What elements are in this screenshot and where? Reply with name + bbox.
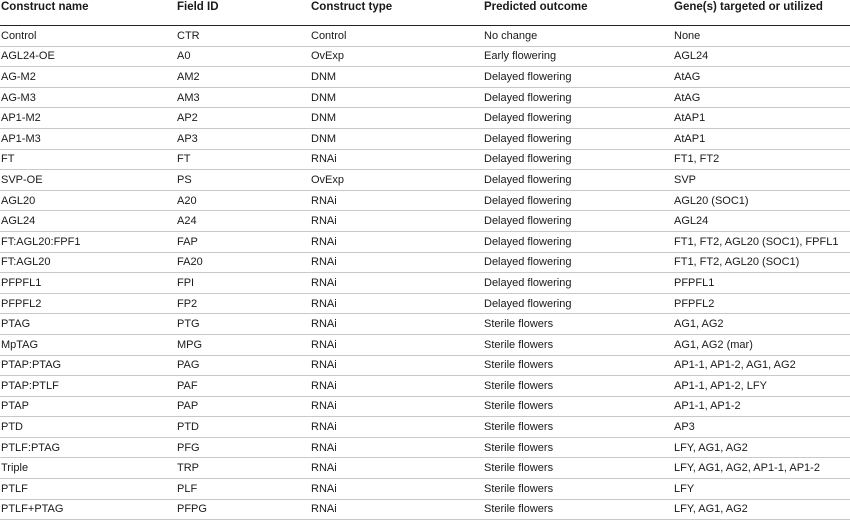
cell-field-id: AP2	[176, 108, 310, 129]
cell-field-id: PAP	[176, 396, 310, 417]
cell-genes: None	[673, 26, 850, 47]
header-construct-type: Construct type	[310, 0, 483, 26]
table-row	[0, 67, 850, 88]
cell-predicted-outcome: Delayed flowering	[483, 211, 673, 232]
cell-genes: FT1, FT2	[673, 149, 850, 170]
cell-field-id: FA20	[176, 252, 310, 273]
cell-genes: AG1, AG2	[673, 314, 850, 335]
cell-predicted-outcome: Delayed flowering	[483, 170, 673, 191]
cell-predicted-outcome: No change	[483, 26, 673, 47]
cell-predicted-outcome: Sterile flowers	[483, 314, 673, 335]
cell-genes: FT1, FT2, AGL20 (SOC1), FPFL1	[673, 231, 850, 252]
table-row	[0, 396, 850, 417]
table-row	[0, 149, 850, 170]
cell-construct-name: MpTAG	[0, 334, 176, 355]
cell-construct-type: RNAi	[310, 231, 483, 252]
cell-genes: PFPFL2	[673, 293, 850, 314]
cell-predicted-outcome: Early flowering	[483, 46, 673, 67]
cell-construct-name: AGL20	[0, 190, 176, 211]
cell-genes: AGL24	[673, 46, 850, 67]
cell-construct-name: PFPFL2	[0, 293, 176, 314]
table-row	[0, 314, 850, 335]
cell-field-id: CTR	[176, 26, 310, 47]
cell-construct-name: PTAG	[0, 314, 176, 335]
table-row	[0, 170, 850, 191]
cell-predicted-outcome: Delayed flowering	[483, 108, 673, 129]
table-row	[0, 108, 850, 129]
cell-construct-type: RNAi	[310, 458, 483, 479]
cell-genes: PFPFL1	[673, 273, 850, 294]
cell-field-id: A20	[176, 190, 310, 211]
cell-genes: AtAG	[673, 87, 850, 108]
cell-genes: LFY, AG1, AG2	[673, 499, 850, 520]
cell-predicted-outcome: Sterile flowers	[483, 334, 673, 355]
cell-construct-name: FT:AGL20:FPF1	[0, 231, 176, 252]
cell-construct-type: RNAi	[310, 417, 483, 438]
cell-field-id: AP3	[176, 128, 310, 149]
table-row	[0, 293, 850, 314]
header-predicted-outcome: Predicted outcome	[483, 0, 673, 26]
cell-construct-type: RNAi	[310, 149, 483, 170]
cell-predicted-outcome: Sterile flowers	[483, 376, 673, 397]
cell-field-id: FT	[176, 149, 310, 170]
cell-genes: AtAP1	[673, 128, 850, 149]
cell-field-id: FP2	[176, 293, 310, 314]
cell-construct-name: AP1-M3	[0, 128, 176, 149]
cell-predicted-outcome: Delayed flowering	[483, 67, 673, 88]
cell-field-id: PFG	[176, 437, 310, 458]
cell-construct-type: RNAi	[310, 211, 483, 232]
header-field-id: Field ID	[176, 0, 310, 26]
header-row	[0, 0, 850, 26]
table-row	[0, 499, 850, 520]
cell-construct-type: OvExp	[310, 46, 483, 67]
cell-construct-type: OvExp	[310, 170, 483, 191]
cell-predicted-outcome: Delayed flowering	[483, 190, 673, 211]
cell-construct-type: RNAi	[310, 334, 483, 355]
cell-predicted-outcome: Delayed flowering	[483, 128, 673, 149]
header-construct-name: Construct name	[0, 0, 176, 26]
cell-genes: FT1, FT2, AGL20 (SOC1)	[673, 252, 850, 273]
cell-genes: SVP	[673, 170, 850, 191]
cell-construct-type: RNAi	[310, 190, 483, 211]
cell-construct-type: RNAi	[310, 252, 483, 273]
cell-construct-name: PTLF	[0, 479, 176, 500]
cell-genes: AP1-1, AP1-2, LFY	[673, 376, 850, 397]
cell-predicted-outcome: Sterile flowers	[483, 396, 673, 417]
cell-construct-name: PTAP	[0, 396, 176, 417]
cell-predicted-outcome: Delayed flowering	[483, 231, 673, 252]
cell-predicted-outcome: Delayed flowering	[483, 87, 673, 108]
table-row	[0, 376, 850, 397]
cell-construct-name: Control	[0, 26, 176, 47]
cell-genes: LFY	[673, 479, 850, 500]
cell-predicted-outcome: Delayed flowering	[483, 293, 673, 314]
cell-construct-name: SVP-OE	[0, 170, 176, 191]
table-row	[0, 417, 850, 438]
table-row	[0, 46, 850, 67]
cell-field-id: PLF	[176, 479, 310, 500]
cell-field-id: FPI	[176, 273, 310, 294]
cell-construct-type: RNAi	[310, 437, 483, 458]
table-row	[0, 231, 850, 252]
cell-predicted-outcome: Delayed flowering	[483, 149, 673, 170]
cell-genes: AGL20 (SOC1)	[673, 190, 850, 211]
cell-construct-type: RNAi	[310, 479, 483, 500]
table-row	[0, 87, 850, 108]
cell-field-id: PAG	[176, 355, 310, 376]
cell-genes: AP3	[673, 417, 850, 438]
cell-predicted-outcome: Sterile flowers	[483, 417, 673, 438]
cell-field-id: FAP	[176, 231, 310, 252]
cell-predicted-outcome: Delayed flowering	[483, 273, 673, 294]
cell-construct-name: PFPFL1	[0, 273, 176, 294]
cell-construct-type: DNM	[310, 87, 483, 108]
table-row	[0, 437, 850, 458]
cell-construct-type: RNAi	[310, 273, 483, 294]
cell-construct-name: AGL24	[0, 211, 176, 232]
cell-genes: AG1, AG2 (mar)	[673, 334, 850, 355]
cell-predicted-outcome: Sterile flowers	[483, 355, 673, 376]
cell-construct-name: PTLF+PTAG	[0, 499, 176, 520]
cell-genes: LFY, AG1, AG2, AP1-1, AP1-2	[673, 458, 850, 479]
cell-construct-type: RNAi	[310, 376, 483, 397]
cell-genes: AP1-1, AP1-2, AG1, AG2	[673, 355, 850, 376]
cell-construct-type: DNM	[310, 108, 483, 129]
table-row	[0, 190, 850, 211]
cell-predicted-outcome: Sterile flowers	[483, 437, 673, 458]
cell-construct-name: AP1-M2	[0, 108, 176, 129]
table-header	[0, 0, 850, 26]
cell-construct-name: PTD	[0, 417, 176, 438]
cell-construct-name: PTLF:PTAG	[0, 437, 176, 458]
cell-field-id: AM3	[176, 87, 310, 108]
table-row	[0, 479, 850, 500]
cell-field-id: PAF	[176, 376, 310, 397]
cell-field-id: PTD	[176, 417, 310, 438]
table-row	[0, 211, 850, 232]
table-body	[0, 26, 850, 520]
table-row	[0, 355, 850, 376]
cell-construct-name: PTAP:PTAG	[0, 355, 176, 376]
cell-construct-type: Control	[310, 26, 483, 47]
cell-field-id: AM2	[176, 67, 310, 88]
table-row	[0, 26, 850, 47]
cell-predicted-outcome: Delayed flowering	[483, 252, 673, 273]
table-row	[0, 252, 850, 273]
cell-genes: AtAG	[673, 67, 850, 88]
cell-construct-type: RNAi	[310, 314, 483, 335]
cell-field-id: PFPG	[176, 499, 310, 520]
cell-construct-type: RNAi	[310, 355, 483, 376]
cell-construct-name: FT:AGL20	[0, 252, 176, 273]
cell-construct-name: AG-M3	[0, 87, 176, 108]
cell-field-id: PS	[176, 170, 310, 191]
cell-construct-type: DNM	[310, 128, 483, 149]
cell-construct-name: FT	[0, 149, 176, 170]
cell-construct-name: AG-M2	[0, 67, 176, 88]
cell-construct-type: DNM	[310, 67, 483, 88]
cell-construct-name: Triple	[0, 458, 176, 479]
cell-field-id: TRP	[176, 458, 310, 479]
cell-genes: AP1-1, AP1-2	[673, 396, 850, 417]
cell-predicted-outcome: Sterile flowers	[483, 479, 673, 500]
cell-construct-type: RNAi	[310, 499, 483, 520]
cell-predicted-outcome: Sterile flowers	[483, 499, 673, 520]
cell-predicted-outcome: Sterile flowers	[483, 458, 673, 479]
table-row	[0, 273, 850, 294]
table-row	[0, 128, 850, 149]
cell-genes: AGL24	[673, 211, 850, 232]
cell-construct-type: RNAi	[310, 396, 483, 417]
cell-field-id: MPG	[176, 334, 310, 355]
cell-construct-name: PTAP:PTLF	[0, 376, 176, 397]
cell-genes: AtAP1	[673, 108, 850, 129]
cell-field-id: A0	[176, 46, 310, 67]
cell-field-id: PTG	[176, 314, 310, 335]
cell-construct-name: AGL24-OE	[0, 46, 176, 67]
table-row	[0, 458, 850, 479]
table-row	[0, 334, 850, 355]
header-genes: Gene(s) targeted or utilized	[673, 0, 850, 26]
cell-genes: LFY, AG1, AG2	[673, 437, 850, 458]
cell-field-id: A24	[176, 211, 310, 232]
cell-construct-type: RNAi	[310, 293, 483, 314]
